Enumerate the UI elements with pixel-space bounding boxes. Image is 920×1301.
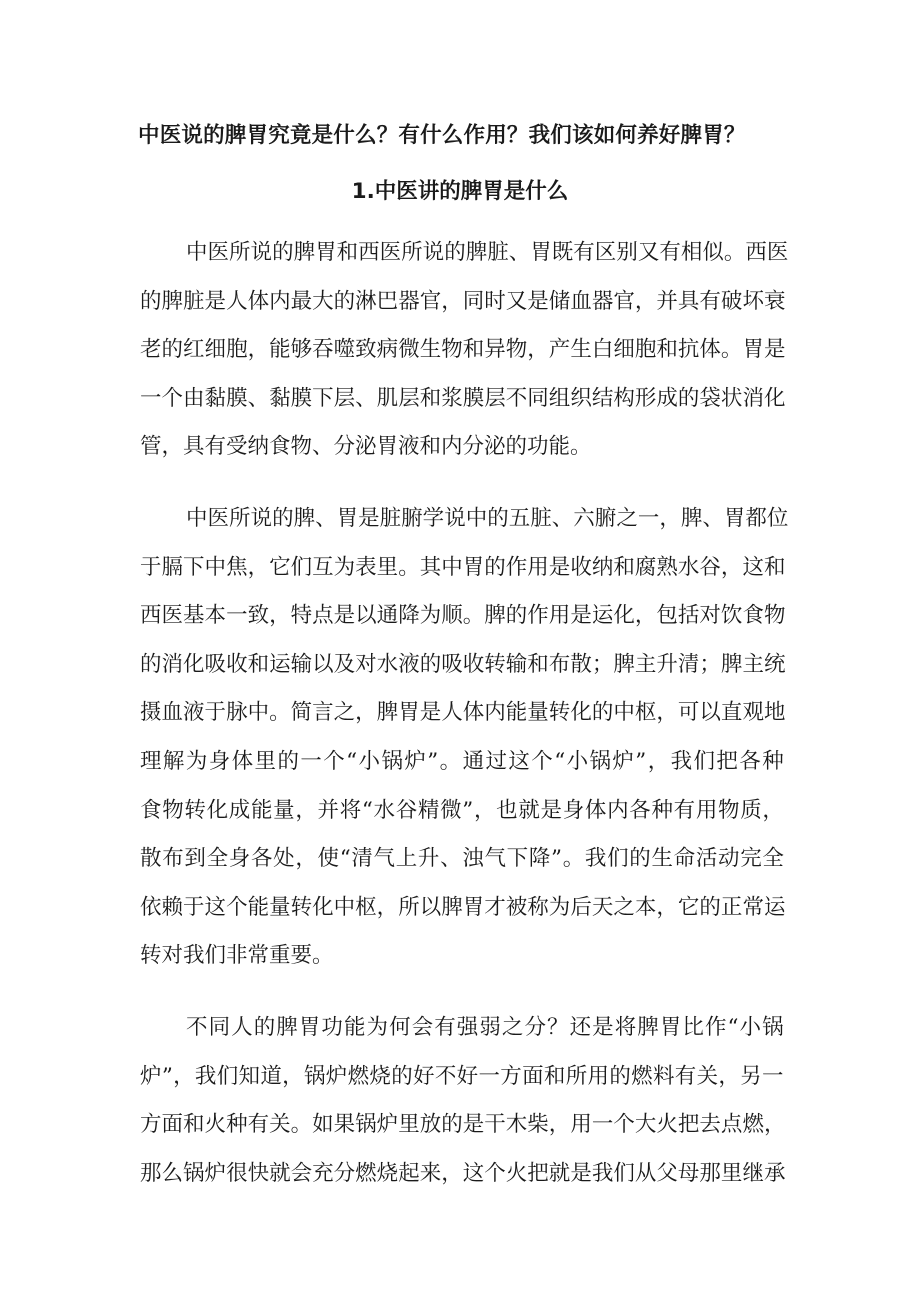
text-line: 的 脾 脏 是 人 体 内 最 大 的 淋 巴 器 官 ， 同 时 又 是 储 血 器 官 ， 并 具 有 破 坏 衰 (140, 288, 786, 314)
paragraph (140, 504, 789, 990)
text-line: 中 医 所 说 的 脾 、 胃 是 脏 腑 学 说 中 的 五 脏 、 六 腑 之 一 ， 脾 、 胃 都 位 (186, 505, 789, 531)
section-heading: 1.中医讲的脾胃是什么 (351, 179, 569, 204)
text-line: 转对我们非常重要。 (140, 943, 334, 969)
text-line: 理 解 为 身 体 里 的 一 个 “ 小 锅 炉 ” 。 通 过 这 个 “ 小 锅 炉 ” ， 我 们 把 各 种 (140, 748, 784, 774)
text-line: 不 同 人 的 脾 胃 功 能 为 何 会 有 强 弱 之 分 ？ 还 是 将 脾 胃 比 作 “ 小 锅 (186, 1014, 784, 1040)
text-line: 管，具有受纳食物、分泌胃液和内分泌的功能。 (140, 434, 592, 460)
paragraph-gap (140, 990, 784, 1013)
text-line: 那 么 锅 炉 很 快 就 会 充 分 燃 烧 起 来 ， 这 个 火 把 就 是 我 们 从 父 母 那 里 继 承 (140, 1160, 786, 1186)
paragraph (140, 238, 789, 481)
text-line: 老 的 红 细 胞 ， 能 够 吞 噬 致 病 微 生 物 和 异 物 ， 产 生 白 细 胞 和 抗 体 。 胃 是 (140, 337, 786, 363)
text-line: 一 个 由 黏 膜 、 黏 膜 下 层 、 肌 层 和 浆 膜 层 不 同 组 织 结 构 形 成 的 袋 状 消 化 (140, 385, 786, 411)
text-line: 的 消 化 吸 收 和 运 输 以 及 对 水 液 的 吸 收 转 输 和 布 散 ； 脾 主 升 清 ； 脾 主 统 (140, 651, 786, 677)
paragraph (140, 1013, 784, 1207)
text-line: 中 医 所 说 的 脾 胃 和 西 医 所 说 的 脾 脏 、 胃 既 有 区 别 又 有 相 似 。 西 医 (186, 240, 789, 265)
text-line: 摄 血 液 于 脉 中 。 简 言 之 ， 脾 胃 是 人 体 内 能 量 转 化 的 中 枢 ， 可 以 直 观 地 (140, 700, 786, 726)
text-line: 西 医 基 本 一 致 ， 特 点 是 以 通 降 为 顺 。 脾 的 作 用 是 运 化 ， 包 括 对 饮 食 物 (140, 603, 786, 629)
text-line: 依 赖 于 这 个 能 量 转 化 中 枢 ， 所 以 脾 胃 才 被 称 为 后 天 之 本 ， 它 的 正 常 运 (140, 894, 786, 920)
text-line: 方 面 和 火 种 有 关 。 如 果 锅 炉 里 放 的 是 干 木 柴 ， 用 一 个 大 火 把 去 点 燃 ， (140, 1112, 786, 1138)
text-line: 于 膈 下 中 焦 ， 它 们 互 为 表 里 。 其 中 胃 的 作 用 是 收 纳 和 腐 熟 水 谷 ， 这 和 (140, 554, 786, 580)
body-text (140, 238, 789, 1207)
paragraph-gap (140, 481, 784, 504)
text-line: 食 物 转 化 成 能 量 ， 并 将 “ 水 谷 精 微 ” ， 也 就 是 身 体 内 各 种 有 用 物 质 ， (140, 797, 784, 823)
text-line: 炉 ” ， 我 们 知 道 ， 锅 炉 燃 烧 的 好 不 好 一 方 面 和 所 用 的 燃 料 有 关 ， 另 一 (140, 1063, 784, 1089)
document-title: 中医说的脾胃究竟是什么？有什么作用？我们该如何养好脾胃？ (138, 123, 746, 148)
text-line: 散 布 到 全 身 各 处 ， 使 “ 清 气 上 升 、 浊 气 下 降 ” 。 我 们 的 生 命 活 动 完 全 (140, 846, 784, 872)
